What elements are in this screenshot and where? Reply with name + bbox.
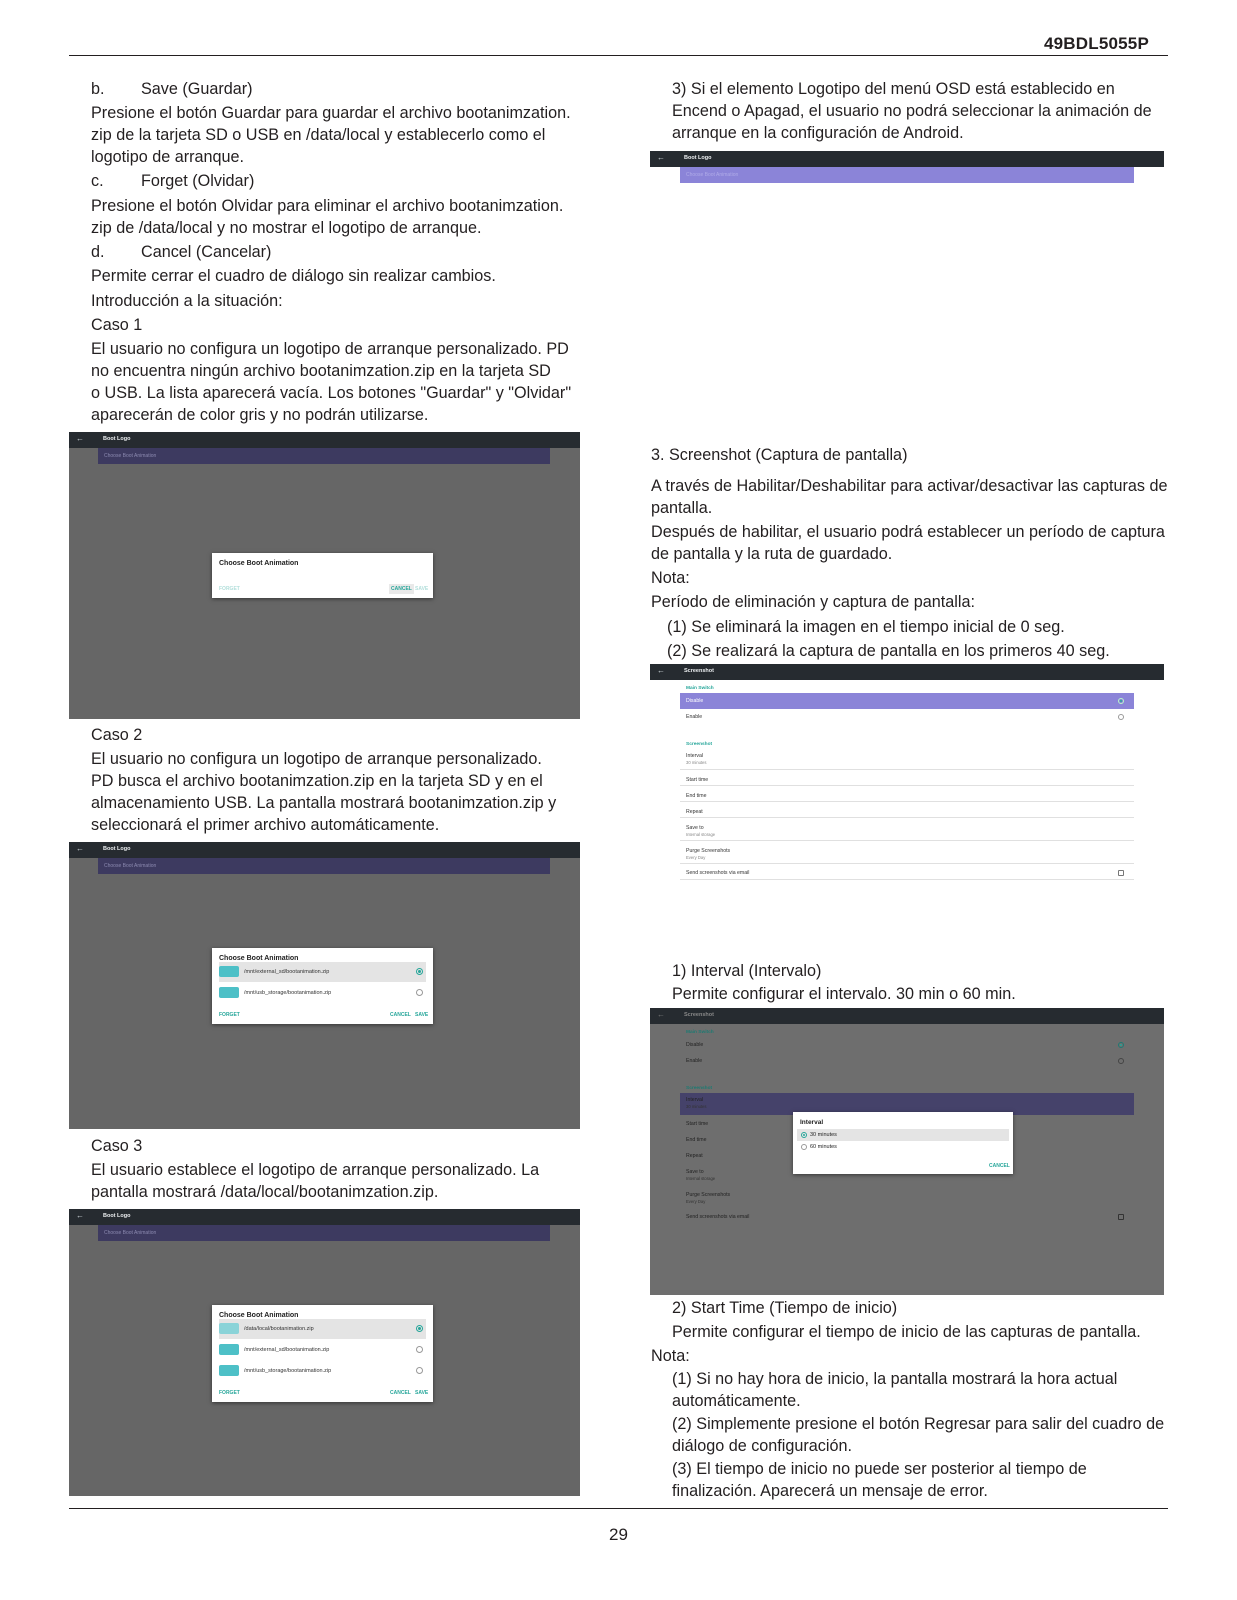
enable-label: Enable xyxy=(686,1058,703,1064)
forget-button[interactable]: FORGET xyxy=(219,586,240,592)
disable-radio xyxy=(1118,1042,1124,1048)
app-bar xyxy=(69,432,580,448)
radio-selected[interactable] xyxy=(416,968,423,975)
interval-value: 30 minutes xyxy=(686,760,707,765)
interval-dialog xyxy=(793,1112,1013,1174)
app-bar xyxy=(650,664,1164,680)
paragraph: Período de eliminación y captura de pantalla: xyxy=(651,593,975,611)
paragraph: zip de la tarjeta SD o USB en /data/local y establecerlo como el xyxy=(91,126,546,144)
radio[interactable] xyxy=(416,1367,423,1374)
radio[interactable] xyxy=(416,1346,423,1353)
case3-screenshot xyxy=(69,1209,580,1496)
app-bar-title: Screenshot xyxy=(684,668,714,674)
interval-value: 30 minutes xyxy=(686,1104,707,1109)
interval-item[interactable]: Interval xyxy=(686,753,704,759)
list-item: finalización. Aparecerá un mensaje de error. xyxy=(672,1482,988,1500)
paragraph: A través de Habilitar/Deshabilitar para activar/desactivar las capturas de xyxy=(651,477,1168,495)
paragraph: zip de /data/local y no mostrar el logotipo de arranque. xyxy=(91,219,482,237)
choose-boot-animation-dialog xyxy=(212,553,433,598)
app-bar-title: Screenshot xyxy=(684,1012,714,1018)
divider xyxy=(680,769,1134,770)
divider xyxy=(680,817,1134,818)
sd-card-icon xyxy=(219,1344,239,1355)
page-number: 29 xyxy=(609,1525,628,1544)
option-30-radio[interactable] xyxy=(801,1132,807,1138)
save-to-item: Save to xyxy=(686,1169,704,1175)
send-email-item: Send screenshots via email xyxy=(686,1214,750,1220)
divider xyxy=(680,879,1134,880)
paragraph: Introducción a la situación: xyxy=(91,292,283,310)
paragraph: Después de habilitar, el usuario podrá establecer un período de captura xyxy=(651,523,1165,541)
item-c-heading: c. Forget (Olvidar) xyxy=(91,172,255,190)
paragraph: Presione el botón Olvidar para eliminar el archivo bootanimzation. xyxy=(91,197,564,215)
case1-screenshot xyxy=(69,432,580,719)
start-time-item[interactable]: Start time xyxy=(686,777,709,783)
app-bar xyxy=(69,842,580,858)
paragraph: de pantalla y la ruta de guardado. xyxy=(651,545,893,563)
cancel-button[interactable]: CANCEL xyxy=(989,1163,1010,1169)
option-30-label: 30 minutes xyxy=(810,1132,837,1138)
option-60-radio[interactable] xyxy=(801,1144,807,1150)
sd-card-icon xyxy=(219,966,239,977)
option-60-label[interactable]: 60 minutes xyxy=(810,1144,837,1150)
interval-title: 1) Interval (Intervalo) xyxy=(672,962,822,980)
send-email-checkbox[interactable] xyxy=(1118,870,1124,876)
screenshot-section-header: Screenshot xyxy=(686,742,713,747)
app-bar-title: Boot Logo xyxy=(103,1213,131,1219)
back-arrow-icon[interactable]: ← xyxy=(657,153,665,162)
list-item: (1) Si no hay hora de inicio, la pantalla mostrará la hora actual xyxy=(672,1370,1118,1388)
paragraph: pantalla. xyxy=(651,499,713,517)
paragraph: PD busca el archivo bootanimzation.zip en la tarjeta SD y en el xyxy=(91,772,543,790)
save-button[interactable]: SAVE xyxy=(415,1390,429,1396)
paragraph: arranque en la configuración de Android. xyxy=(672,124,964,142)
interval-dialog-screen xyxy=(650,1008,1164,1295)
send-email-item[interactable]: Send screenshots via email xyxy=(686,870,750,876)
choose-boot-animation-item: Choose Boot Animation xyxy=(680,167,1134,183)
usb-icon xyxy=(219,987,239,998)
footer-rule xyxy=(69,1508,1168,1509)
file-row-usb[interactable]: /mnt/usb_storage/bootanimation.zip xyxy=(219,983,426,1003)
disable-label: Disable xyxy=(686,1042,704,1048)
dialog-title: Choose Boot Animation xyxy=(219,560,299,567)
paragraph: aparecerán de color gris y no podrán utilizarse. xyxy=(91,406,429,424)
paragraph: no encuentra ningún archivo bootanimzation.zip en la tarjeta SD xyxy=(91,362,551,380)
list-item: (2) Simplemente presione el botón Regresar para salir del cuadro de xyxy=(672,1415,1165,1433)
back-arrow-icon[interactable]: ← xyxy=(76,844,84,853)
enable-radio xyxy=(1118,1058,1124,1064)
choose-boot-animation-item[interactable]: Choose Boot Animation xyxy=(98,1225,550,1241)
paragraph: El usuario no configura un logotipo de arranque personalizado. PD xyxy=(91,340,569,358)
divider xyxy=(680,801,1134,802)
cancel-button[interactable]: CANCEL xyxy=(391,586,412,592)
save-button[interactable]: SAVE xyxy=(415,586,429,592)
choose-boot-animation-item[interactable]: Choose Boot Animation xyxy=(98,448,550,464)
paragraph: Permite configurar el intervalo. 30 min o 60 min. xyxy=(672,985,1016,1003)
paragraph: El usuario establece el logotipo de arranque personalizado. La xyxy=(91,1161,540,1179)
send-email-checkbox xyxy=(1118,1214,1124,1220)
app-bar xyxy=(650,1008,1164,1024)
back-arrow-icon[interactable]: ← xyxy=(657,666,665,675)
file-row-local[interactable]: /data/local/bootanimation.zip xyxy=(219,1319,426,1339)
radio-selected[interactable] xyxy=(416,1325,423,1332)
app-bar xyxy=(69,1209,580,1225)
disable-radio[interactable] xyxy=(1118,698,1124,704)
divider xyxy=(680,840,1134,841)
case3-title: Caso 3 xyxy=(91,1137,143,1155)
file-row-usb[interactable]: /mnt/usb_storage/bootanimation.zip xyxy=(219,1361,426,1381)
dialog-title: Choose Boot Animation xyxy=(219,1312,299,1319)
forget-button[interactable]: FORGET xyxy=(219,1012,240,1018)
forget-button[interactable]: FORGET xyxy=(219,1390,240,1396)
repeat-item: Repeat xyxy=(686,1153,703,1159)
usb-icon xyxy=(219,1365,239,1376)
paragraph: El usuario no configura un logotipo de arranque personalizado. xyxy=(91,750,542,768)
purge-value: Every Day xyxy=(686,1199,706,1204)
end-time-item: End time xyxy=(686,1137,707,1143)
choose-boot-animation-dialog xyxy=(212,948,433,1024)
start-time-item: Start time xyxy=(686,1121,709,1127)
case2-screenshot xyxy=(69,842,580,1129)
list-item: diálogo de configuración. xyxy=(672,1437,852,1455)
paragraph: seleccionará el primer archivo automáticamente. xyxy=(91,816,440,834)
paragraph: almacenamiento USB. La pantalla mostrará bootanimzation.zip y xyxy=(91,794,557,812)
item-d-heading: d. Cancel (Cancelar) xyxy=(91,243,272,261)
item-b-heading: b. Save (Guardar) xyxy=(91,80,253,98)
purge-value: Every Day xyxy=(686,855,706,860)
paragraph: o USB. La lista aparecerá vacía. Los botones "Guardar" y "Olvidar" xyxy=(91,384,572,402)
main-switch-header: Main Switch xyxy=(686,1030,714,1035)
section-3-title: 3. Screenshot (Captura de pantalla) xyxy=(651,446,908,464)
start-time-title: 2) Start Time (Tiempo de inicio) xyxy=(672,1299,898,1317)
choose-boot-animation-item[interactable]: Choose Boot Animation xyxy=(98,858,550,874)
paragraph: Presione el botón Guardar para guardar el archivo bootanimzation. xyxy=(91,104,571,122)
paragraph: Encend o Apagad, el usuario no podrá seleccionar la animación de xyxy=(672,102,1152,120)
cancel-button[interactable]: CANCEL xyxy=(390,1012,411,1018)
app-bar-title: Boot Logo xyxy=(684,155,712,161)
paragraph: pantalla mostrará /data/local/bootanimzation.zip. xyxy=(91,1183,439,1201)
save-to-value: Internal storage xyxy=(686,832,716,837)
disable-row[interactable] xyxy=(680,693,1134,709)
local-storage-icon xyxy=(219,1323,239,1334)
screenshot-settings-screen xyxy=(650,664,1164,890)
paragraph: logotipo de arranque. xyxy=(91,148,244,166)
save-to-value: Internal storage xyxy=(686,1176,716,1181)
header-rule xyxy=(69,55,1168,56)
app-bar-title: Boot Logo xyxy=(103,436,131,442)
purge-item: Purge Screenshots xyxy=(686,1192,731,1198)
file-row-sd[interactable]: /mnt/external_sd/bootanimation.zip xyxy=(219,962,426,982)
dialog-title: Interval xyxy=(800,1119,824,1126)
app-bar-title: Boot Logo xyxy=(103,846,131,852)
paragraph: 3) Si el elemento Logotipo del menú OSD está establecido en xyxy=(672,80,1115,98)
interval-item: Interval xyxy=(686,1097,704,1103)
purge-item[interactable]: Purge Screenshots xyxy=(686,848,731,854)
back-arrow-icon[interactable]: ← xyxy=(76,1211,84,1220)
case2-title: Caso 2 xyxy=(91,726,143,744)
save-to-item[interactable]: Save to xyxy=(686,825,704,831)
note-label: Nota: xyxy=(651,1347,690,1365)
list-item: (2) Se realizará la captura de pantalla en los primeros 40 seg. xyxy=(667,642,1110,660)
radio[interactable] xyxy=(416,989,423,996)
list-item: automáticamente. xyxy=(672,1392,801,1410)
back-arrow-icon[interactable]: ← xyxy=(76,434,84,443)
list-item: (3) El tiempo de inicio no puede ser posterior al tiempo de xyxy=(672,1460,1087,1478)
back-arrow-icon[interactable]: ← xyxy=(657,1010,665,1019)
paragraph: Permite cerrar el cuadro de diálogo sin realizar cambios. xyxy=(91,267,496,285)
repeat-item[interactable]: Repeat xyxy=(686,809,703,815)
disable-label: Disable xyxy=(686,698,704,704)
list-item: (1) Se eliminará la imagen en el tiempo inicial de 0 seg. xyxy=(667,618,1065,636)
note-label: Nota: xyxy=(651,569,690,587)
boot-logo-disabled-screenshot xyxy=(650,151,1164,186)
file-row-sd[interactable]: /mnt/external_sd/bootanimation.zip xyxy=(219,1340,426,1360)
cancel-button[interactable]: CANCEL xyxy=(390,1390,411,1396)
choose-boot-animation-dialog xyxy=(212,1305,433,1402)
divider xyxy=(680,863,1134,864)
case1-title: Caso 1 xyxy=(91,316,143,334)
dialog-title: Choose Boot Animation xyxy=(219,955,299,962)
app-bar xyxy=(650,151,1164,167)
enable-radio[interactable] xyxy=(1118,714,1124,720)
paragraph: Permite configurar el tiempo de inicio de las capturas de pantalla. xyxy=(672,1323,1141,1341)
end-time-item[interactable]: End time xyxy=(686,793,707,799)
main-switch-header: Main Switch xyxy=(686,686,714,691)
screenshot-section-header: Screenshot xyxy=(686,1086,713,1091)
enable-label[interactable]: Enable xyxy=(686,714,703,720)
model-number: 49BDL5055P xyxy=(1043,34,1149,53)
save-button[interactable]: SAVE xyxy=(415,1012,429,1018)
divider xyxy=(680,785,1134,786)
